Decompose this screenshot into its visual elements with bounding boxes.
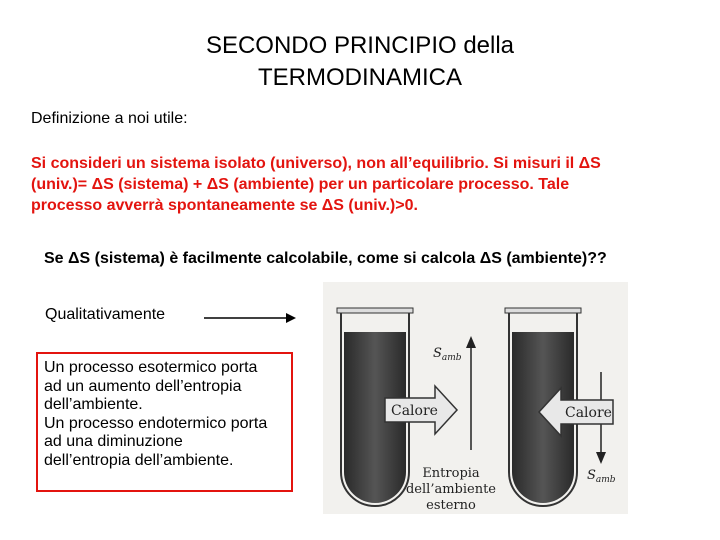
title-line-2: TERMODINAMICA: [258, 64, 462, 91]
statement-line-3: processo avverrà spontaneamente se ΔS (univ.)>0.: [31, 197, 418, 214]
slide-title: [0, 30, 720, 94]
explanation-line: ad una diminuzione: [44, 433, 183, 450]
s-amb-label-top: $S_{amb}$: [433, 346, 462, 363]
heat-label-right: Calore: [565, 405, 612, 421]
heat-label-left: Calore: [391, 403, 438, 419]
caption-line: dell’ambiente: [405, 482, 497, 497]
explanation-line: Un processo esotermico porta: [44, 359, 258, 376]
s-amb-label-bottom: $S_{amb}$: [587, 468, 616, 485]
title-line-1: SECONDO PRINCIPIO della: [205, 32, 515, 59]
explanation-box: [36, 352, 293, 492]
explanation-line: ad un aumento dell’entropia: [44, 377, 242, 395]
caption-line: esterno: [426, 498, 476, 513]
question-text: Se ΔS (sistema) è facilmente calcolabile, come si calcola ΔS (ambiente)??: [44, 250, 607, 267]
qualitative-label: Qualitativamente: [45, 306, 166, 323]
explanation-line: dell’entropia dell’ambiente.: [44, 451, 234, 469]
explanation-line: Un processo endotermico porta: [44, 414, 268, 432]
statement-line-1: Si consideri un sistema isolato (universo), non all’equilibrio. Si misuri il ΔS: [31, 155, 601, 172]
right-arrow-icon: [204, 311, 296, 325]
second-law-statement: [31, 153, 691, 216]
definition-label: Definizione a noi utile:: [31, 110, 188, 127]
test-tubes-figure: [323, 282, 628, 514]
caption-line: Entropia: [422, 466, 480, 481]
statement-line-2: (univ.)= ΔS (sistema) + ΔS (ambiente) per un particolare processo. Tale: [31, 176, 570, 193]
explanation-line: dell’ambiente.: [44, 396, 143, 413]
